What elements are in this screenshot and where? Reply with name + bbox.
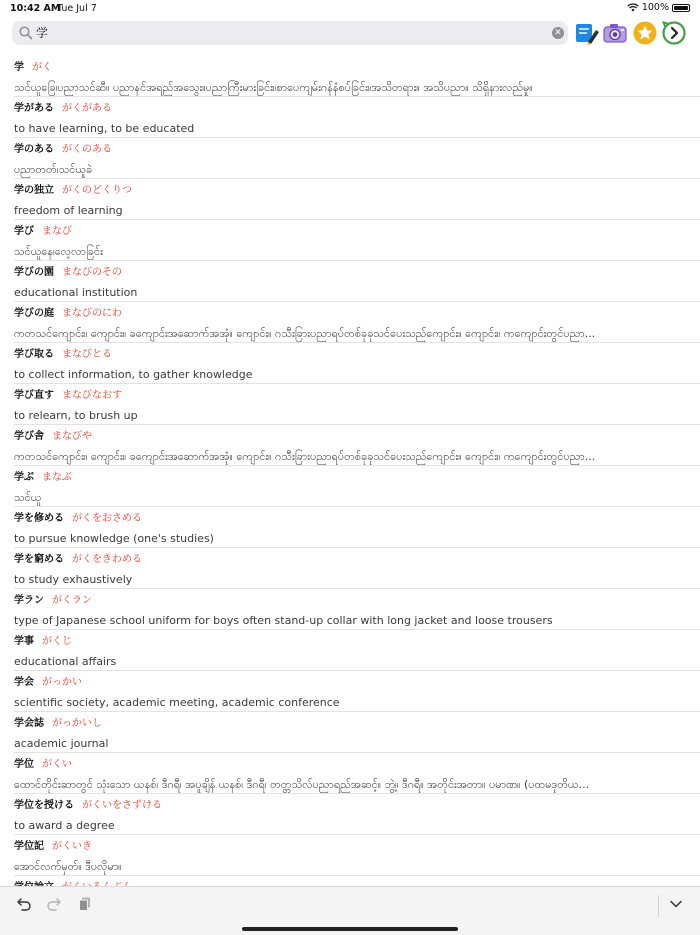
entry-definition: ပညာတတ်၊သင်ယူခဲ	[14, 163, 93, 176]
camera-icon[interactable]	[602, 20, 628, 46]
entry-definition: to pursue knowledge (one's studies)	[14, 532, 214, 545]
entry-header	[14, 225, 72, 238]
result-entry[interactable]	[0, 97, 700, 138]
result-entry[interactable]	[0, 138, 700, 179]
entry-headword: 学会誌	[14, 718, 44, 729]
entry-reading: がくラン	[52, 595, 92, 606]
result-entry[interactable]	[0, 466, 700, 507]
entry-definition: သင်ယူနေ၊လေ့လာခြင်း	[14, 245, 103, 258]
entry-definition: scientific society, academic meeting, academic conference	[14, 696, 340, 709]
entry-definition: academic journal	[14, 737, 109, 750]
entry-header	[14, 635, 72, 648]
result-entry[interactable]	[0, 507, 700, 548]
result-entry[interactable]	[0, 384, 700, 425]
entry-reading: まなび	[42, 226, 72, 237]
entry-definition: ကတသင်ကျောင်း။ ကျောင်း။ ခကျောင်းအဆောက်အအုံ။ ကျောင်း။ ဂသီးခြားပညာရပ်တစ်ခုခုသင်ပေးသည်ကျောင်း။ ကျောင်း။ ကကျောင်းတွင်ပညာ...	[14, 327, 596, 340]
entry-headword: 学会	[14, 677, 34, 688]
handwriting-icon[interactable]	[574, 20, 600, 46]
result-entry[interactable]	[0, 630, 700, 671]
result-entry[interactable]	[0, 302, 700, 343]
entry-definition: freedom of learning	[14, 204, 123, 217]
entry-headword: 学ラン	[14, 595, 44, 606]
entry-reading: がくがある	[62, 103, 112, 114]
entry-header	[14, 430, 92, 443]
favorites-star-icon[interactable]	[632, 20, 658, 46]
result-entry[interactable]	[0, 343, 700, 384]
entry-headword: 学位記	[14, 841, 44, 852]
entry-headword: 学を修める	[14, 513, 64, 524]
entry-headword: 学がある	[14, 103, 54, 114]
entry-definition: educational institution	[14, 286, 138, 299]
entry-header	[14, 840, 92, 853]
entry-definition: to relearn, to brush up	[14, 409, 138, 422]
entry-header	[14, 389, 122, 402]
home-indicator	[242, 927, 458, 931]
copy-icon[interactable]	[77, 896, 93, 912]
entry-reading: まなびなおす	[62, 390, 122, 401]
toolbar-divider	[658, 895, 659, 917]
battery-percent: 100%	[641, 2, 669, 13]
entry-headword: 学事	[14, 636, 34, 647]
entry-headword: 学位を授ける	[14, 800, 74, 811]
results-list[interactable]	[0, 56, 700, 886]
entry-header	[14, 594, 92, 607]
result-entry[interactable]	[0, 794, 700, 835]
entry-definition: ကတသင်ကျောင်း။ ကျောင်း။ ခကျောင်းအဆောက်အအုံ။ ကျောင်း။ ဂသီးခြားပညာရပ်တစ်ခုခုသင်ပေးသည်ကျောင်း။ ကျောင်း။ ကကျောင်းတွင်ပညာ...	[14, 450, 596, 463]
status-date: Tue Jul 7	[57, 3, 97, 14]
entry-header	[14, 758, 72, 771]
entry-reading: がっかい	[42, 677, 82, 688]
entry-reading: がくじ	[42, 636, 72, 647]
entry-header	[14, 102, 112, 115]
status-bar	[0, 0, 700, 16]
entry-headword: 学	[14, 62, 24, 73]
result-entry[interactable]	[0, 753, 700, 794]
battery-icon	[672, 4, 690, 12]
entry-definition: အောင်လက်မှတ်။ ဒီပလိုမာ။	[14, 860, 122, 873]
result-entry[interactable]	[0, 220, 700, 261]
entry-definition: to award a degree	[14, 819, 115, 832]
entry-header	[14, 348, 112, 361]
entry-headword: 学を窮める	[14, 554, 64, 565]
entry-reading: がくのどくりつ	[62, 185, 132, 196]
entry-reading: がっかいし	[52, 718, 102, 729]
entry-reading: がくい	[42, 759, 72, 770]
entry-reading: がくいき	[52, 841, 92, 852]
entry-definition: educational affairs	[14, 655, 117, 668]
entry-reading: まなぶ	[42, 472, 72, 483]
clear-search-icon[interactable]: ✕	[552, 27, 564, 39]
entry-header	[14, 799, 162, 812]
entry-headword: 学び	[14, 226, 34, 237]
undo-icon[interactable]	[16, 896, 32, 912]
entry-reading: がく	[32, 62, 52, 73]
entry-reading: まなびや	[52, 431, 92, 442]
entry-header	[14, 307, 122, 320]
search-bar[interactable]	[12, 21, 568, 45]
chevron-down-icon[interactable]	[668, 896, 684, 912]
entry-headword: 学びの庭	[14, 308, 54, 319]
entry-header	[14, 184, 132, 197]
result-entry[interactable]	[0, 548, 700, 589]
entry-header	[14, 512, 142, 525]
entry-reading: がくいをさずける	[82, 800, 162, 811]
result-entry[interactable]	[0, 671, 700, 712]
entry-header	[14, 61, 52, 74]
status-right	[627, 2, 690, 13]
wifi-icon	[627, 3, 639, 12]
entry-definition: သင်ယူ	[14, 491, 42, 504]
entry-reading: まなびのにわ	[62, 308, 122, 319]
entry-headword: 学び取る	[14, 349, 54, 360]
search-icon	[18, 25, 34, 41]
entry-reading: がくのある	[62, 144, 112, 155]
result-entry[interactable]	[0, 179, 700, 220]
result-entry[interactable]	[0, 261, 700, 302]
entry-headword: 学の独立	[14, 185, 54, 196]
entry-header	[14, 143, 112, 156]
entry-header	[14, 471, 72, 484]
entry-header	[14, 266, 122, 279]
entry-header	[14, 717, 102, 730]
result-entry[interactable]	[0, 835, 700, 876]
entry-headword: 学位	[14, 759, 34, 770]
entry-definition: to study exhaustively	[14, 573, 133, 586]
redo-icon[interactable]	[46, 896, 62, 912]
entry-definition: သင်ယူခြေ၊ပညာသင်ဆီ။ ပညာနင်အရည်အသွေး။ပညာကြီးမားခြင်း။စာပေကျမ်းဂန်နံစပ်ခြင်း။အသိတရား။ အသိပညာ။ သိရှိနားလည်မှု။	[14, 81, 533, 94]
search-input[interactable]: 学	[36, 26, 49, 40]
history-forward-icon[interactable]	[661, 20, 687, 46]
entry-headword: 学び舎	[14, 431, 44, 442]
entry-reading: がくをきわめる	[72, 554, 142, 565]
result-entry[interactable]	[0, 589, 700, 630]
entry-reading: まなびのその	[62, 267, 122, 278]
entry-definition: to collect information, to gather knowledge	[14, 368, 253, 381]
entry-definition: ထောင်တိုင်းဆာတွင် သုံးသော ယနစ်၊ ဒီဂရီ၊ အပူချိန် ယနစ်၊ ဒီဂရီ၊ တတ္တသိလ်ပညာရည်အဆင့်။ ဘွဲ့။ ဒီဂရီ။ အတိုင်းအတာ။ ပမာဏ။ (ပထမဒုတိယ...	[14, 778, 590, 791]
result-entry[interactable]	[0, 425, 700, 466]
entry-definition: to have learning, to be educated	[14, 122, 195, 135]
entry-headword: 学ぶ	[14, 472, 34, 483]
status-time: 10:42 AM	[10, 3, 61, 14]
entry-headword: 学びの園	[14, 267, 54, 278]
entry-headword: 学び直す	[14, 390, 54, 401]
result-entry[interactable]	[0, 56, 700, 97]
entry-reading: まなびとる	[62, 349, 112, 360]
entry-header	[14, 553, 142, 566]
entry-definition: type of Japanese school uniform for boys often stand-up collar with long jacket and loose trousers	[14, 614, 553, 627]
entry-headword: 学のある	[14, 144, 54, 155]
entry-header	[14, 676, 82, 689]
entry-reading: がくをおさめる	[72, 513, 142, 524]
result-entry[interactable]	[0, 712, 700, 753]
